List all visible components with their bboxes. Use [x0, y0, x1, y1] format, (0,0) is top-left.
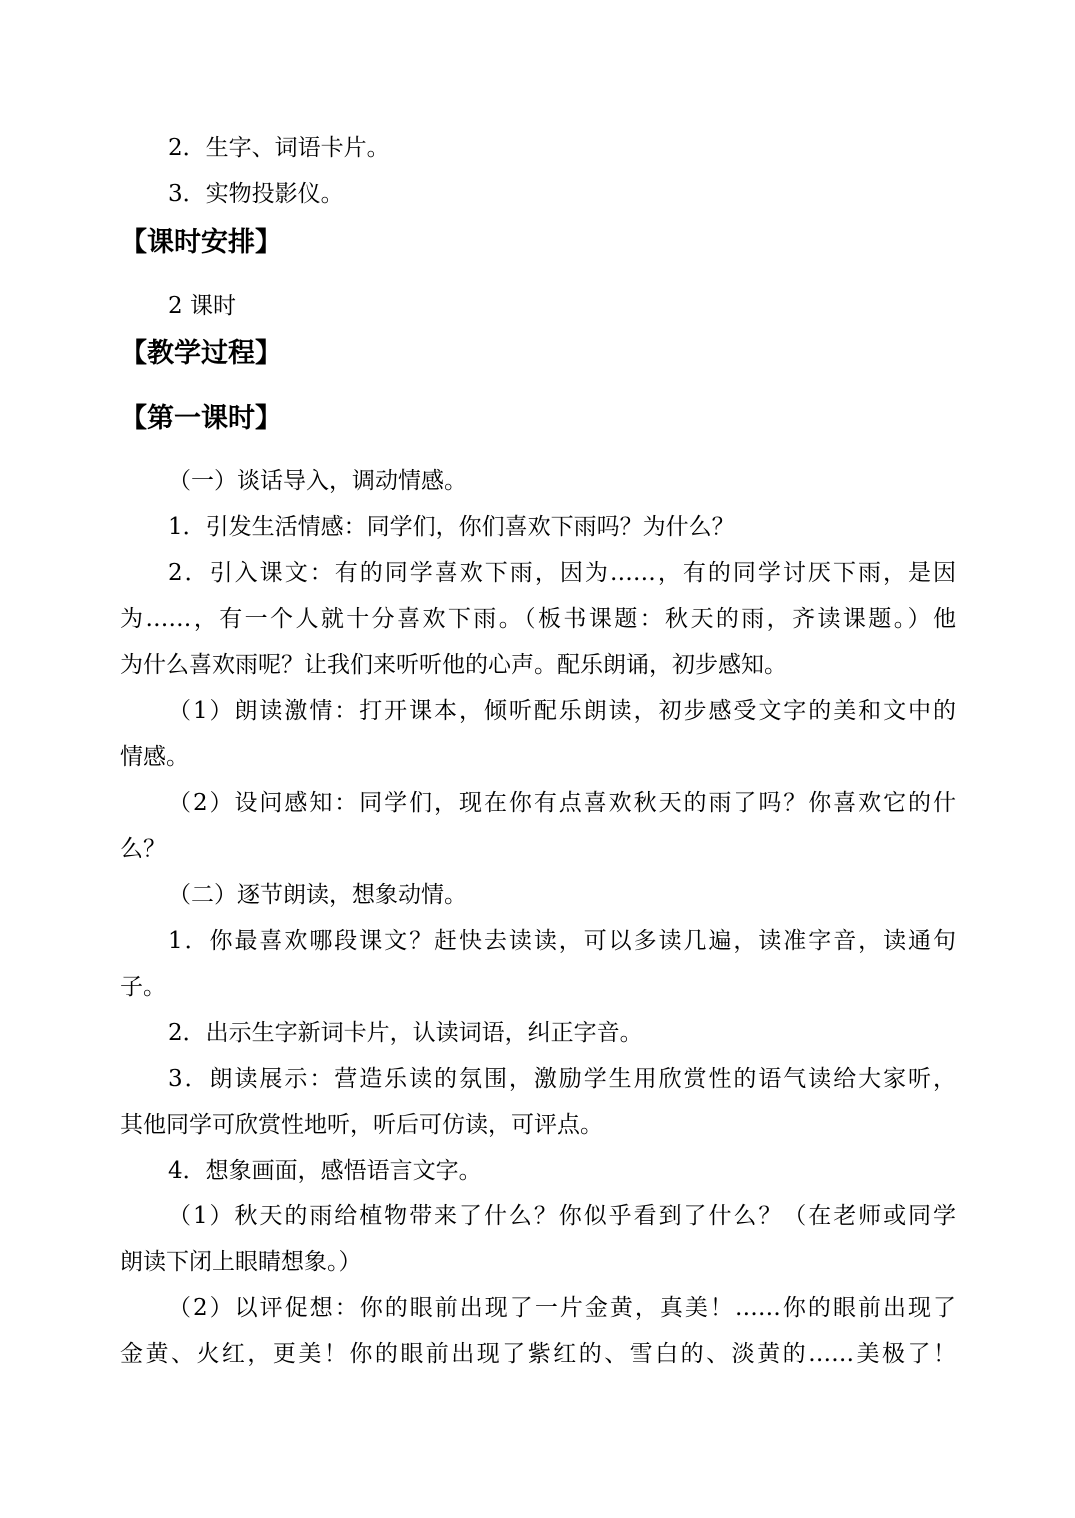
heading-process: 【教学过程】	[120, 338, 282, 369]
paragraph-line: 金黄、火红，更美！你的眼前出现了紫红的、雪白的、淡黄的……美极了！	[120, 1341, 956, 1367]
paragraph-line: 1．你最喜欢哪段课文？赶快去读读，可以多读几遍，读准字音，读通句	[168, 928, 956, 954]
schedule-text: 2 课时	[168, 293, 236, 319]
section-one-title: （一）谈话导入，调动情感。	[168, 468, 467, 494]
paragraph-line: 为……，有一个人就十分喜欢下雨。（板书课题：秋天的雨，齐读课题。）他	[120, 606, 956, 632]
heading-first-lesson: 【第一课时】	[120, 403, 282, 434]
paragraph-line: 子。	[120, 974, 166, 1000]
paragraph-line: （1）朗读激情：打开课本，倾听配乐朗读，初步感受文字的美和文中的	[168, 698, 956, 724]
heading-schedule: 【课时安排】	[120, 227, 282, 258]
paragraph-line: 3．朗读展示：营造乐读的氛围，激励学生用欣赏性的语气读给大家听，	[168, 1066, 956, 1092]
paragraph-line: 4．想象画面，感悟语言文字。	[168, 1158, 482, 1184]
paragraph-line: 1．引发生活情感：同学们，你们喜欢下雨吗？为什么？	[168, 514, 735, 540]
paragraph-line: 2．出示生字新词卡片，认读词语，纠正字音。	[168, 1020, 643, 1046]
materials-item-3: 3．实物投影仪。	[168, 181, 344, 207]
paragraph-line: （1）秋天的雨给植物带来了什么？你似乎看到了什么？（在老师或同学	[168, 1203, 956, 1229]
paragraph-line: （2）以评促想：你的眼前出现了一片金黄，真美！……你的眼前出现了	[168, 1295, 956, 1321]
paragraph-line: 其他同学可欣赏性地听，听后可仿读，可评点。	[120, 1112, 603, 1138]
paragraph-line: 为什么喜欢雨呢？让我们来听听他的心声。配乐朗诵，初步感知。	[120, 652, 787, 678]
paragraph-line: 么？	[120, 836, 166, 862]
paragraph-line: （2）设问感知：同学们，现在你有点喜欢秋天的雨了吗？你喜欢它的什	[168, 790, 956, 816]
paragraph-line: 情感。	[120, 744, 189, 770]
section-two-title: （二）逐节朗读，想象动情。	[168, 882, 467, 908]
paragraph-line: 2．引入课文：有的同学喜欢下雨，因为……，有的同学讨厌下雨，是因	[168, 560, 956, 586]
paragraph-line: 朗读下闭上眼睛想象。）	[120, 1249, 362, 1275]
materials-item-2: 2．生字、词语卡片。	[168, 135, 390, 161]
